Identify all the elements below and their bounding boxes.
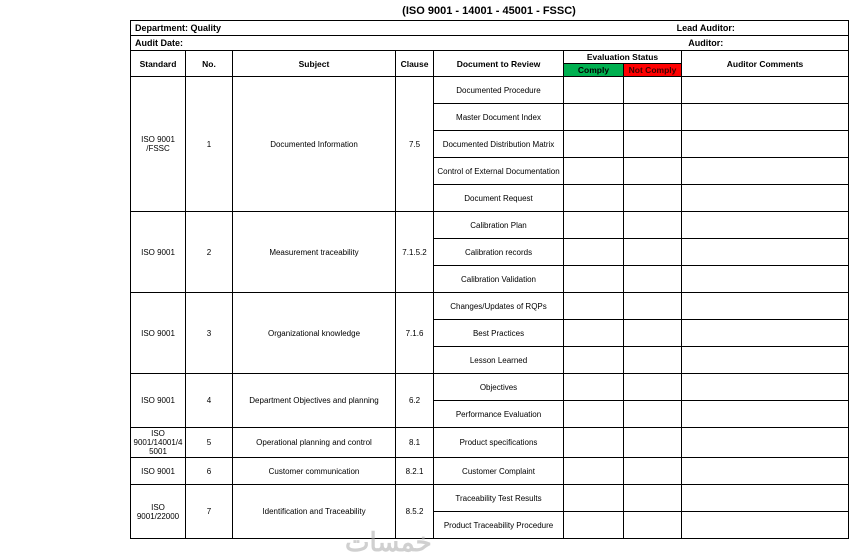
not-comply-cell <box>624 77 682 104</box>
clause-cell: 8.2.1 <box>396 458 434 485</box>
comply-cell <box>564 485 624 512</box>
document-title: (ISO 9001 - 14001 - 45001 - FSSC) <box>402 5 576 17</box>
auditor-comments-cell <box>682 239 849 266</box>
auditor-comments-cell <box>682 212 849 239</box>
comply-cell <box>564 293 624 320</box>
auditor-comments-cell <box>682 320 849 347</box>
clause-cell: 6.2 <box>396 374 434 428</box>
clause-cell: 7.1.6 <box>396 293 434 374</box>
not-comply-cell <box>624 485 682 512</box>
auditor-comments-cell <box>682 428 849 458</box>
document-cell: Changes/Updates of RQPs <box>434 293 564 320</box>
not-comply-cell <box>624 185 682 212</box>
not-comply-cell <box>624 347 682 374</box>
document-cell: Objectives <box>434 374 564 401</box>
clause-cell: 8.1 <box>396 428 434 458</box>
document-cell: Calibration Plan <box>434 212 564 239</box>
standard-cell: ISO 9001/22000 <box>131 485 186 539</box>
header-standard: Standard <box>131 51 186 77</box>
standard-cell: ISO 9001 <box>131 458 186 485</box>
subject-cell: Measurement traceability <box>233 212 396 293</box>
header-document-to-review: Document to Review <box>434 51 564 77</box>
not-comply-cell <box>624 512 682 539</box>
auditor-comments-cell <box>682 185 849 212</box>
auditor-comments-cell <box>682 347 849 374</box>
comply-cell <box>564 185 624 212</box>
no-cell: 7 <box>186 485 233 539</box>
header-clause: Clause <box>396 51 434 77</box>
document-cell: Documented Procedure <box>434 77 564 104</box>
header-auditor-comments: Auditor Comments <box>682 51 849 77</box>
no-cell: 2 <box>186 212 233 293</box>
no-cell: 1 <box>186 77 233 212</box>
table-row <box>131 77 849 104</box>
comply-cell <box>564 158 624 185</box>
table-header-row <box>131 51 849 64</box>
document-cell: Customer Complaint <box>434 458 564 485</box>
not-comply-cell <box>624 131 682 158</box>
comply-cell <box>564 401 624 428</box>
no-cell: 5 <box>186 428 233 458</box>
auditor-comments-cell <box>682 293 849 320</box>
auditor-comments-cell <box>682 158 849 185</box>
comply-cell <box>564 428 624 458</box>
not-comply-cell <box>624 401 682 428</box>
header-no: No. <box>186 51 233 77</box>
subject-cell: Identification and Traceability <box>233 485 396 539</box>
not-comply-cell <box>624 458 682 485</box>
clause-cell: 8.5.2 <box>396 485 434 539</box>
standard-cell: ISO 9001 <box>131 293 186 374</box>
document-cell: Master Document Index <box>434 104 564 131</box>
comply-cell <box>564 212 624 239</box>
comply-cell <box>564 131 624 158</box>
document-cell: Performance Evaluation <box>434 401 564 428</box>
comply-cell <box>564 458 624 485</box>
standard-cell: ISO 9001/14001/45001 <box>131 428 186 458</box>
document-cell: Control of External Documentation <box>434 158 564 185</box>
not-comply-cell <box>624 374 682 401</box>
document-cell: Lesson Learned <box>434 347 564 374</box>
lead-auditor-field: Lead Auditor: <box>564 21 849 36</box>
not-comply-cell <box>624 266 682 293</box>
auditor-comments-cell <box>682 458 849 485</box>
subject-cell: Customer communication <box>233 458 396 485</box>
not-comply-cell <box>624 104 682 131</box>
comply-cell <box>564 266 624 293</box>
not-comply-cell <box>624 158 682 185</box>
meta-row-department <box>131 21 849 36</box>
header-comply: Comply <box>564 64 624 77</box>
audit-checklist-table <box>130 20 849 539</box>
table-row <box>131 374 849 401</box>
not-comply-cell <box>624 320 682 347</box>
comply-cell <box>564 239 624 266</box>
table-row <box>131 428 849 458</box>
table-row <box>131 212 849 239</box>
department-field: Department: Quality <box>131 21 564 36</box>
not-comply-cell <box>624 212 682 239</box>
header-evaluation-status: Evaluation Status <box>564 51 682 64</box>
document-cell: Traceability Test Results <box>434 485 564 512</box>
standard-cell: ISO 9001 <box>131 374 186 428</box>
auditor-comments-cell <box>682 104 849 131</box>
auditor-comments-cell <box>682 485 849 512</box>
standard-cell: ISO 9001 /FSSC <box>131 77 186 212</box>
not-comply-cell <box>624 428 682 458</box>
document-cell: Calibration Validation <box>434 266 564 293</box>
comply-cell <box>564 512 624 539</box>
subject-cell: Operational planning and control <box>233 428 396 458</box>
document-cell: Calibration records <box>434 239 564 266</box>
auditor-comments-cell <box>682 77 849 104</box>
document-cell: Product specifications <box>434 428 564 458</box>
header-subject: Subject <box>233 51 396 77</box>
auditor-field: Auditor: <box>564 36 849 51</box>
auditor-comments-cell <box>682 512 849 539</box>
comply-cell <box>564 347 624 374</box>
document-cell: Documented Distribution Matrix <box>434 131 564 158</box>
auditor-comments-cell <box>682 266 849 293</box>
audit-date-field: Audit Date: <box>131 36 564 51</box>
not-comply-cell <box>624 293 682 320</box>
clause-cell: 7.1.5.2 <box>396 212 434 293</box>
document-cell: Product Traceability Procedure <box>434 512 564 539</box>
table-row <box>131 293 849 320</box>
comply-cell <box>564 320 624 347</box>
auditor-comments-cell <box>682 374 849 401</box>
auditor-comments-cell <box>682 401 849 428</box>
document-cell: Best Practices <box>434 320 564 347</box>
auditor-comments-cell <box>682 131 849 158</box>
table-row <box>131 458 849 485</box>
no-cell: 6 <box>186 458 233 485</box>
no-cell: 3 <box>186 293 233 374</box>
subject-cell: Department Objectives and planning <box>233 374 396 428</box>
standard-cell: ISO 9001 <box>131 212 186 293</box>
subject-cell: Documented Information <box>233 77 396 212</box>
comply-cell <box>564 77 624 104</box>
meta-row-audit-date <box>131 36 849 51</box>
comply-cell <box>564 104 624 131</box>
subject-cell: Organizational knowledge <box>233 293 396 374</box>
not-comply-cell <box>624 239 682 266</box>
header-not-comply: Not Comply <box>624 64 682 77</box>
clause-cell: 7.5 <box>396 77 434 212</box>
comply-cell <box>564 374 624 401</box>
table-row <box>131 485 849 512</box>
watermark-text: خمسات <box>345 527 432 557</box>
no-cell: 4 <box>186 374 233 428</box>
document-cell: Document Request <box>434 185 564 212</box>
